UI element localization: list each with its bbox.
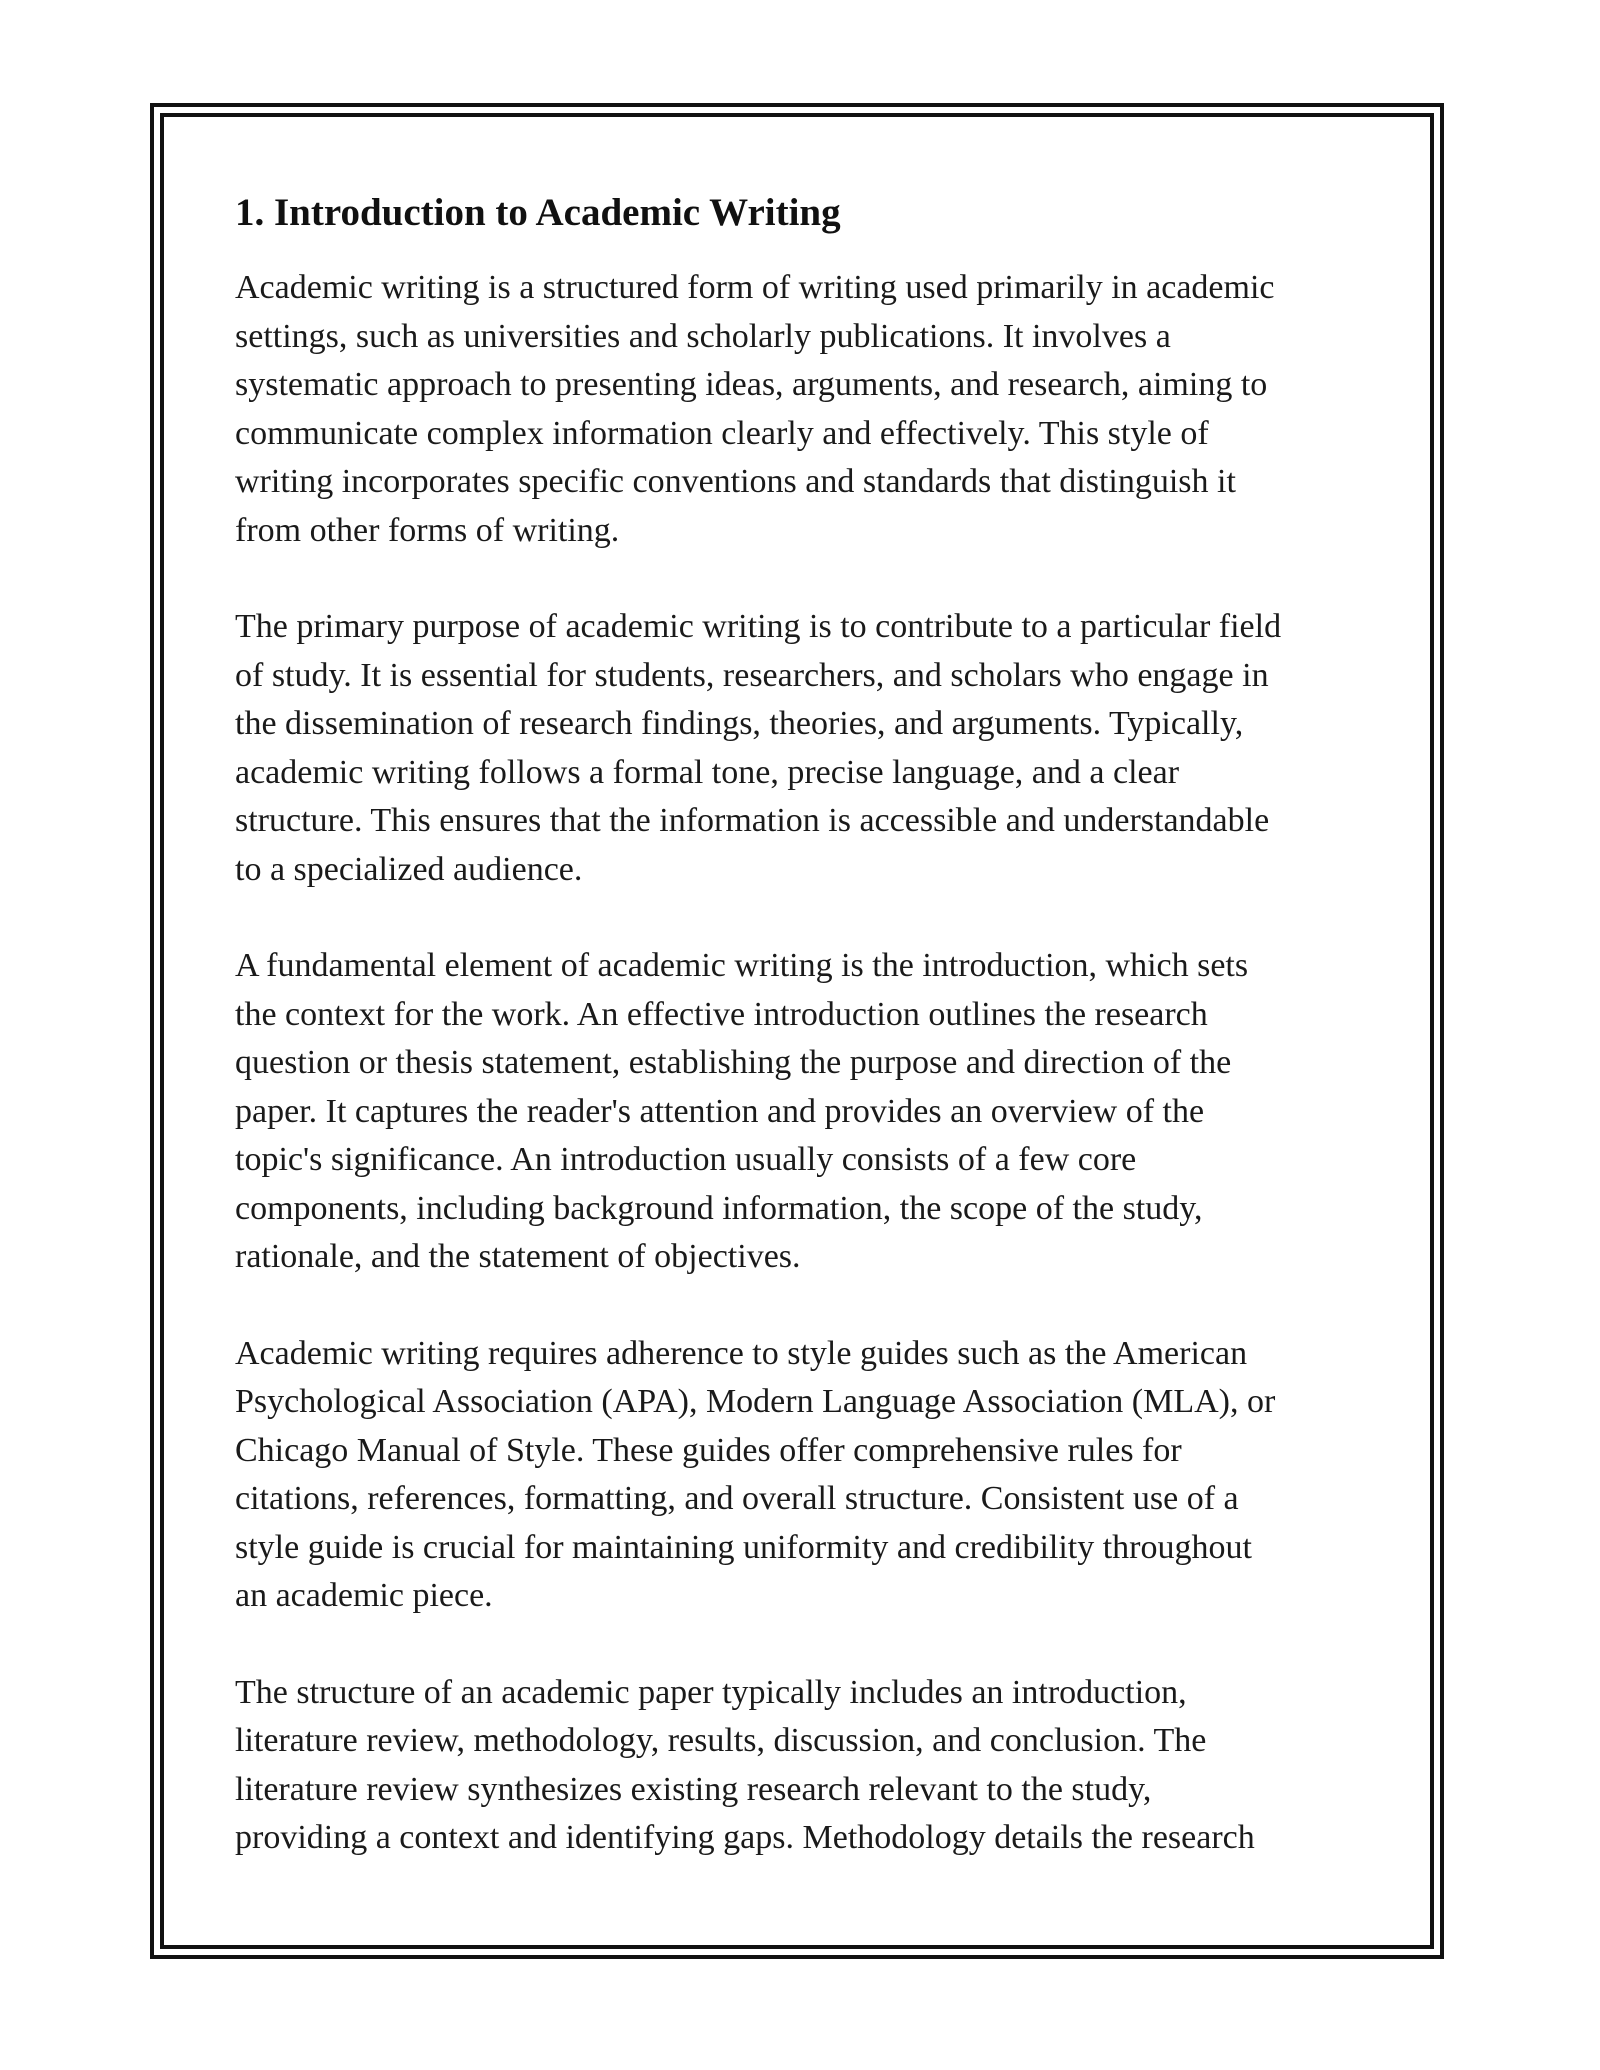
text-line: Academic writing is a structured form of writing used primarily in academic [235,269,1275,306]
text-line: writing incorporates specific conventions and standards that distinguish it [235,463,1236,500]
text-line: academic writing follows a formal tone, precise language, and a clear [235,753,1180,791]
paragraph-3 [235,942,1375,1282]
text-line: question or thesis statement, establishing the purpose and direction of the [235,1044,1232,1081]
text-line: paper. It captures the reader's attention and provides an overview of the [235,1092,1205,1130]
document-body [235,184,1375,1911]
text-line: Psychological Association (APA), Modern Language Association (MLA), or [235,1383,1276,1420]
text-line: topic's significance. An introduction usually consists of a few core [235,1141,1137,1178]
paragraph-2 [235,603,1375,894]
text-line: of study. It is essential for students, researchers, and scholars who engage in [235,656,1269,694]
text-line: components, including background information, the scope of the study, [235,1189,1203,1227]
text-line: from other forms of writing. [235,511,620,549]
paragraph-5 [235,1669,1375,1863]
text-line: literature review, methodology, results, discussion, and conclusion. The [235,1722,1207,1759]
text-line: rationale, and the statement of objectives. [235,1238,801,1275]
section-heading: 1. Introduction to Academic Writing [235,191,841,234]
text-line: The primary purpose of academic writing is to contribute to a particular field [235,608,1282,645]
paragraph-1 [235,264,1375,555]
text-line: structure. This ensures that the information is accessible and understandable [235,802,1270,839]
text-line: systematic approach to presenting ideas, arguments, and research, aiming to [235,366,1268,403]
text-line: the dissemination of research findings, theories, and arguments. Typically, [235,705,1244,742]
text-line: communicate complex information clearly and effectively. This style of [235,414,1209,452]
text-line: Chicago Manual of Style. These guides offer comprehensive rules for [235,1431,1182,1469]
text-line: an academic piece. [235,1577,493,1614]
text-line: providing a context and identifying gaps. Methodology details the research [235,1819,1255,1856]
text-line: settings, such as universities and scholarly publications. It involves a [235,317,1171,355]
text-line: style guide is crucial for maintaining uniformity and credibility throughout [235,1528,1252,1566]
text-line: A fundamental element of academic writing is the introduction, which sets [235,947,1249,984]
paragraph-4 [235,1330,1375,1621]
text-line: Academic writing requires adherence to style guides such as the American [235,1334,1248,1372]
text-line: to a specialized audience. [235,850,583,888]
text-line: citations, references, formatting, and overall structure. Consistent use of a [235,1480,1239,1517]
text-line: literature review synthesizes existing research relevant to the study, [235,1770,1152,1808]
text-line: the context for the work. An effective introduction outlines the research [235,995,1208,1033]
text-line: The structure of an academic paper typically includes an introduction, [235,1673,1187,1711]
